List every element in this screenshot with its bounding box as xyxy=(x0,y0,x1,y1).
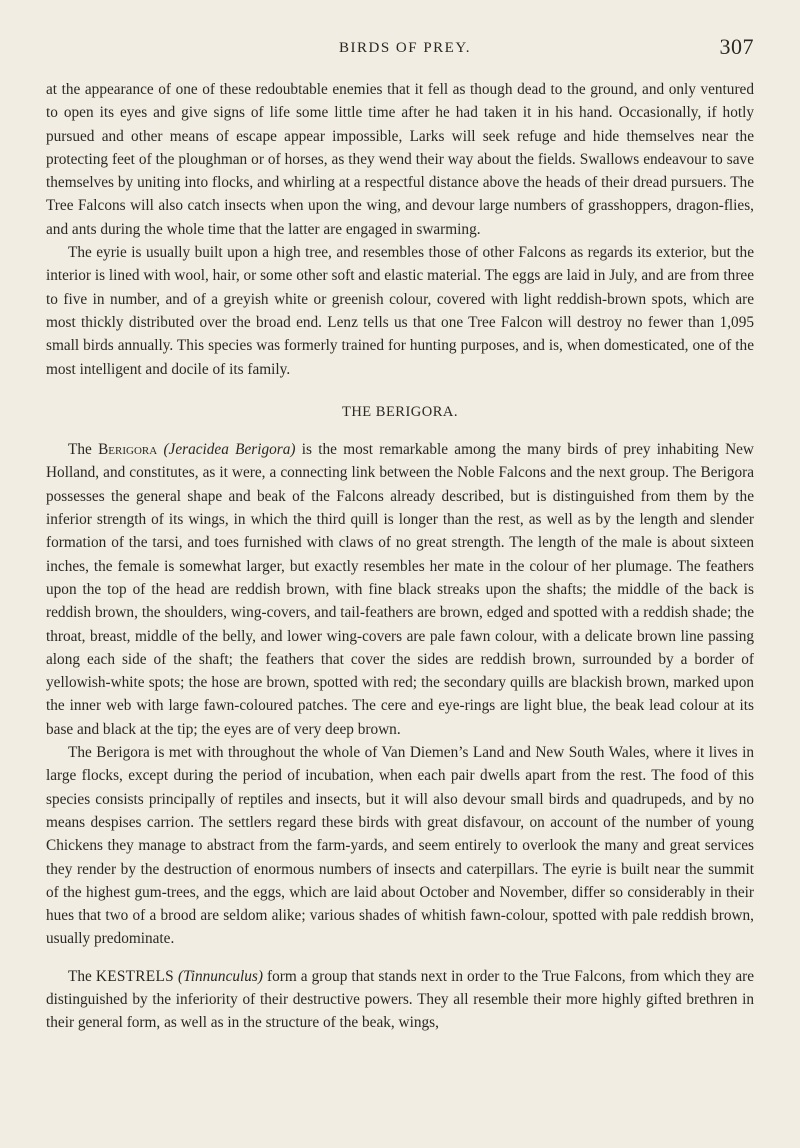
paragraph-gap xyxy=(46,951,754,965)
berigora-name: Berigora xyxy=(98,441,158,459)
body-text xyxy=(46,78,754,1035)
kestrels-name: KESTRELS xyxy=(95,967,174,985)
kestrels-lead-word: The xyxy=(68,967,92,985)
berigora-description-text: is the most remarkable among the many birds of prey inhabiting New Holland, and constitutes, as it were, a connecting link between the Noble Falcons and the next group. The Berigora possesses the general shape and beak of the Falcons already described, but is distinguished from them by the inferior strength of its wings, in which the third quill is longer than the rest, as well as by the length and slender formation of the tarsi, and toes furnished with claws of no great strength. The length of the male is about sixteen inches, the female is somewhat larger, but exactly resembles her mate in the colour of her plumage. The feathers upon the top of the head are reddish brown, with fine black streaks upon the shafts; the middle of the back is reddish brown, the shoulders, wing-covers, and tail-feathers are brown, edged and spotted with a reddish shade; the throat, breast, middle of the belly, and lower wing-covers are pale fawn colour, with a delicate brown line passing along each side of the shaft; the feathers that cover the sides are reddish brown, surrounded by a border of yellowish-white spots; the hose are brown, spotted with red; the secondary quills are blackish brown, marked upon the inner web with large fawn-coloured patches. The cere and eye-rings are light blue, the beak lead colour at its base and black at the tip; the eyes are of very deep brown. xyxy=(46,441,754,738)
running-header xyxy=(46,22,754,59)
paragraph-berigora-range: The Berigora is met with throughout the whole of Van Diemen’s Land and New South Wales, where it lives in large flocks, except during the period of incubation, when each pair dwells apart from the rest. The food of this species consists principally of reptiles and insects, but it will also devour small birds and quadrupeds, and by no means despises carrion. The settlers regard these birds with great disfavour, on account of the number of young Chickens they manage to abstract from the farm-yards, and seem entirely to overlook the many and great services they render by the destruction of enormous numbers of insects and caterpillars. The eyrie is built near the summit of the highest gum-trees, and the eggs, which are laid about October and November, differ so considerably in their hues that two of a brood are seldom alike; various shades of whitish fawn-colour, spotted with pale reddish brown, usually predominate. xyxy=(46,744,754,948)
section-heading-berigora: THE BERIGORA. xyxy=(341,403,459,420)
page-number: 307 xyxy=(719,34,754,59)
kestrels-latin-name: (Tinnunculus) xyxy=(177,967,263,985)
kestrels-text: form a group that stands next in order to the True Falcons, from which they are distinguished by the inferiority of their destructive powers. They all resemble their more highly gifted brethren in their general form, as well as in the structure of the beak, wings, xyxy=(46,967,754,1032)
berigora-latin-name: (Jeracidea Berigora) xyxy=(163,441,296,459)
running-title: BIRDS OF PREY. xyxy=(338,40,471,56)
paragraph-kestrels xyxy=(46,965,754,1035)
berigora-lead-word: The xyxy=(68,441,92,459)
paragraph-berigora-description xyxy=(46,438,754,741)
paragraph-tree-falcon-habits: at the appearance of one of these redoubtable enemies that it fell as though dead to the ground, and only ventured to open its eyes and give signs of life some little time after he had taken it in his hand. Occasionally, if hotly pursued and other means of escape appear impossible, Larks will seek refuge and hide themselves near the protecting feet of the ploughman or of horses, as they wend their way about the fields. Swallows endeavour to save themselves by uniting into flocks, and whirling at a respectful distance above the heads of their dread pursuers. The Tree Falcons will also catch insects when upon the wing, and devour large numbers of grasshoppers, dragon-flies, and ants during the whole time that the latter are engaged in swarming. xyxy=(46,81,754,238)
paragraph-tree-falcon-eyrie: The eyrie is usually built upon a high tree, and resembles those of other Falcons as regards its exterior, but the interior is lined with wool, hair, or some other soft and elastic material. The eggs are laid in July, and are from three to five in number, and of a greyish white or greenish colour, covered with light reddish-brown spots, which are most thickly distributed over the broad end. Lenz tells us that one Tree Falcon will destroy no fewer than 1,095 small birds annually. This species was formerly trained for hunting purposes, and is, when domesticated, one of the most intelligent and docile of its family. xyxy=(46,244,754,378)
